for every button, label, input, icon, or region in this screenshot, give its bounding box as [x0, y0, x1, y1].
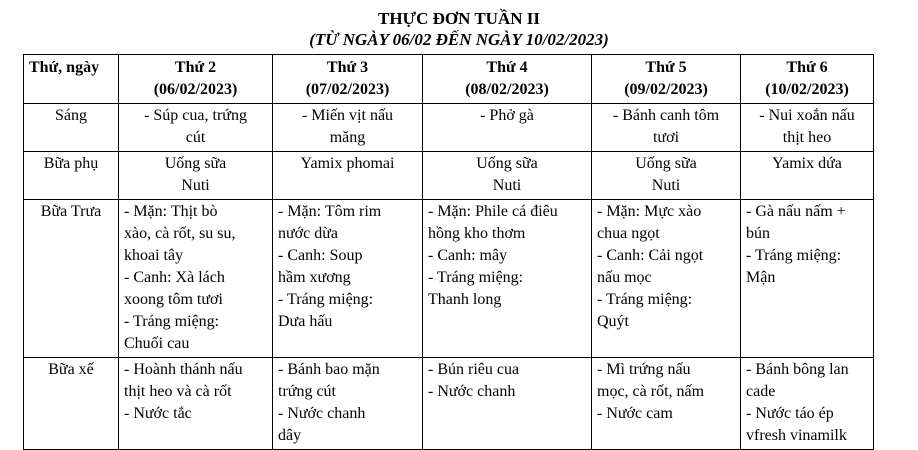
menu-line: tươi [652, 129, 680, 146]
menu-line: Uống sữa [164, 155, 227, 172]
meal-row-sang [24, 104, 874, 152]
menu-line: - Bánh bông lan [746, 361, 849, 378]
header-first-text: Thứ, ngày [29, 59, 100, 76]
menu-line: Nuti [651, 177, 681, 194]
menu-line: - Mặn: Tôm rim [278, 203, 382, 220]
meal-row-bua-trua [24, 200, 874, 358]
menu-line: - Tráng miệng: [597, 291, 693, 308]
menu-line: Thanh long [428, 291, 502, 308]
menu-cell [592, 104, 741, 152]
menu-line: - Bún riêu cua [428, 361, 520, 378]
menu-cell [273, 152, 423, 200]
day-date: (09/02/2023) [624, 81, 708, 98]
header-day-3 [423, 55, 592, 104]
menu-line: - Bánh bao mặn [278, 361, 380, 378]
menu-cell [592, 358, 741, 450]
menu-line: nước dừa [278, 225, 339, 242]
header-day-label [24, 55, 119, 104]
menu-cell [423, 358, 592, 450]
meal-row-bua-xe [24, 358, 874, 450]
menu-line: măng [329, 129, 366, 146]
menu-line: trứng cút [278, 383, 336, 400]
day-date: (06/02/2023) [153, 81, 238, 98]
menu-line: Chuối cau [124, 335, 190, 352]
menu-line: - Mặn: Mực xào [597, 203, 702, 220]
menu-cell [273, 104, 423, 152]
menu-line: - Tráng miệng: [428, 269, 524, 286]
header-row [24, 55, 874, 104]
menu-line: - Nước cam [597, 405, 673, 422]
menu-line: khoai tây [124, 247, 184, 264]
menu-cell [592, 200, 741, 358]
menu-line: chua ngọt [597, 225, 660, 242]
header-day-1 [119, 55, 273, 104]
weekly-menu-table [23, 54, 874, 450]
menu-line: vfresh vinamilk [746, 427, 847, 444]
menu-line: nấu mọc [597, 269, 652, 286]
menu-line: xào, cà rốt, su su, [124, 225, 236, 242]
header-day-4 [592, 55, 741, 104]
menu-cell [423, 104, 592, 152]
menu-cell [273, 200, 423, 358]
menu-line: hầm xương [278, 269, 351, 286]
menu-line: - Súp cua, trứng [144, 107, 247, 124]
menu-cell [119, 152, 273, 200]
menu-line: - Canh: Cải ngọt [597, 247, 704, 264]
menu-line: Nuti [181, 177, 210, 194]
menu-line: - Canh: Xà lách [124, 269, 225, 286]
page-title: THỰC ĐƠN TUẦN II [378, 9, 540, 28]
menu-line: - Canh: mây [428, 247, 508, 264]
day-date: (07/02/2023) [305, 81, 390, 98]
menu-line: - Gà nấu nấm + [746, 203, 846, 220]
menu-cell [423, 200, 592, 358]
menu-line: - Nước chanh [278, 405, 366, 422]
menu-line: xoong tôm tươi [124, 291, 223, 308]
menu-line: - Nui xoắn nấu [759, 107, 855, 124]
menu-cell [423, 152, 592, 200]
menu-line: dây [278, 427, 302, 444]
menu-cell [119, 358, 273, 450]
meal-label: Bữa xế [24, 358, 119, 450]
menu-cell [741, 104, 874, 152]
menu-line: cade [746, 383, 776, 400]
meal-label: Bữa phụ [24, 152, 119, 200]
day-name: Thứ 3 [326, 59, 369, 76]
menu-line: Uống sữa [635, 155, 697, 172]
menu-cell [741, 200, 874, 358]
header-day-2 [273, 55, 423, 104]
header-day-5 [741, 55, 874, 104]
menu-line: - Canh: Soup [278, 247, 363, 264]
menu-line: - Tráng miệng: [278, 291, 374, 308]
day-name: Thứ 6 [786, 59, 828, 76]
menu-line: - Mì trứng nấu [597, 361, 691, 378]
menu-line: cút [185, 129, 206, 146]
meal-label: Bữa Trưa [24, 200, 119, 358]
menu-cell [273, 358, 423, 450]
menu-line: - Hoành thánh nấu [124, 361, 243, 378]
menu-cell [592, 152, 741, 200]
day-date: (08/02/2023) [465, 81, 549, 98]
menu-line: - Nước chanh [428, 383, 516, 400]
day-date: (10/02/2023) [765, 81, 849, 98]
menu-line: thịt heo [782, 129, 832, 146]
day-name: Thứ 5 [645, 59, 687, 76]
menu-cell [741, 358, 874, 450]
menu-line: Mận [746, 269, 776, 286]
menu-line: Dưa hấu [278, 313, 333, 330]
meal-label: Sáng [24, 104, 119, 152]
menu-body [24, 104, 874, 450]
menu-line: - Bánh canh tôm [612, 107, 720, 124]
menu-cell [119, 200, 273, 358]
day-name: Thứ 2 [174, 59, 217, 76]
menu-line: - Tráng miệng: [124, 313, 220, 330]
menu-cell [119, 104, 273, 152]
menu-line: bún [746, 225, 770, 242]
menu-cell [741, 152, 874, 200]
meal-row-bua-phu [24, 152, 874, 200]
menu-line: Yamix dứa [772, 155, 842, 172]
menu-line: - Mặn: Thịt bò [124, 203, 218, 220]
menu-line: thịt heo và cà rốt [124, 383, 232, 400]
menu-line: - Tráng miệng: [746, 247, 842, 264]
page-subtitle: (TỪ NGÀY 06/02 ĐẾN NGÀY 10/02/2023) [309, 30, 609, 49]
menu-line: Uống sữa [476, 155, 538, 172]
menu-line: mọc, cà rốt, nấm [597, 383, 705, 400]
menu-line: - Miến vịt nấu [301, 107, 394, 124]
menu-line: hồng kho thơm [428, 225, 526, 242]
menu-line: - Phở gà [480, 107, 534, 124]
menu-line: - Mặn: Phile cá điêu [428, 203, 558, 220]
menu-line: - Nước tắc [124, 405, 192, 422]
menu-line: Nuti [492, 177, 522, 194]
menu-line: Quýt [597, 313, 629, 330]
day-name: Thứ 4 [486, 59, 528, 76]
menu-line: Yamix phomai [300, 155, 395, 172]
menu-line: - Nước táo ép [746, 405, 834, 422]
